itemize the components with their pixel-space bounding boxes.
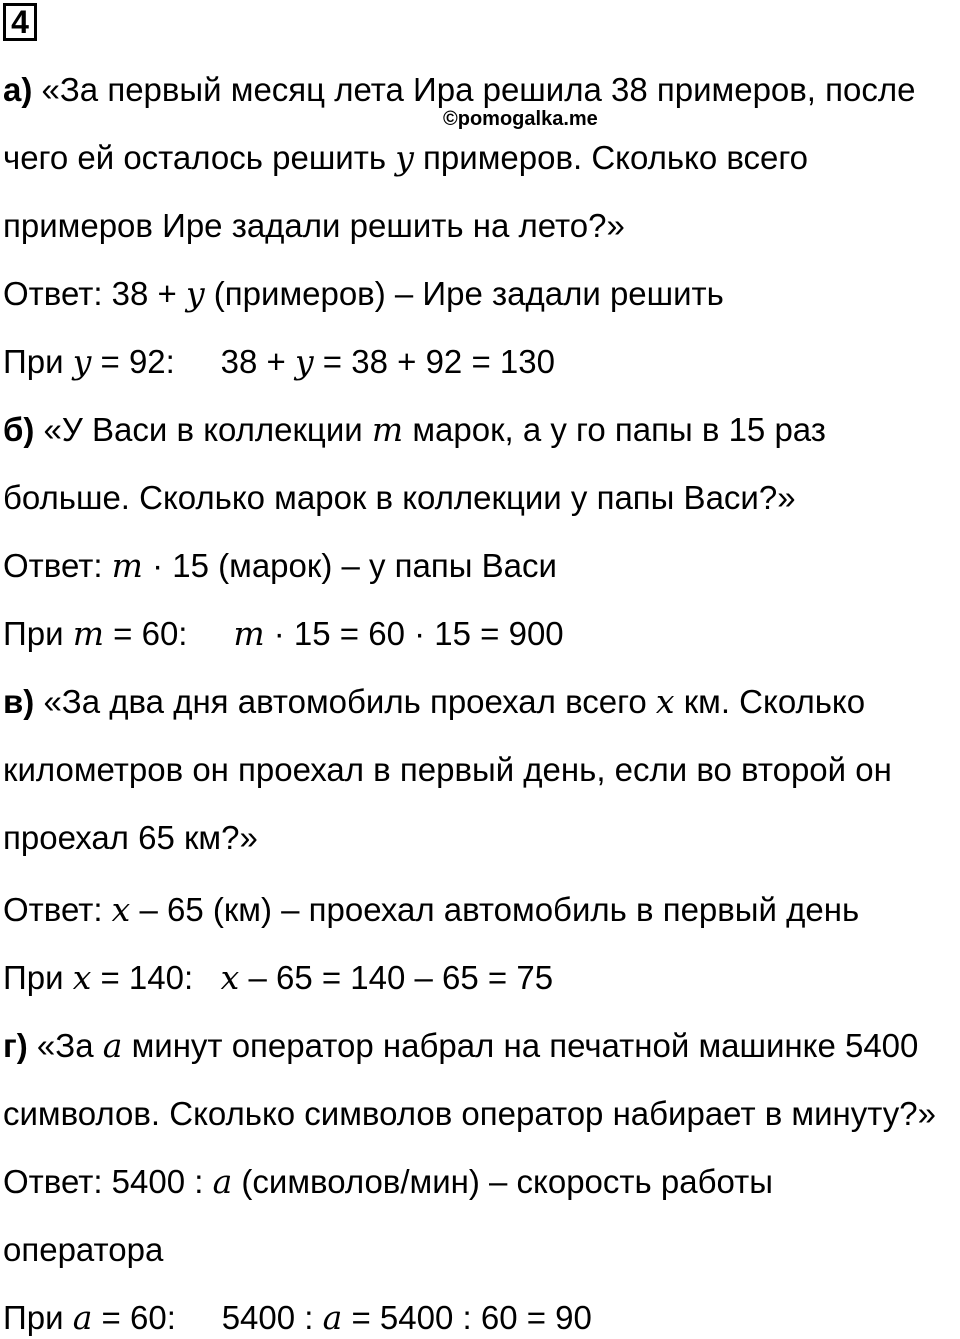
variable: m: [233, 614, 265, 653]
text-fragment: = 5400 : 60 = 90: [342, 1299, 592, 1336]
text-fragment: = 60: 5400 :: [92, 1299, 323, 1336]
part-a-answer: [3, 274, 724, 314]
part-a-line-1: [3, 70, 915, 110]
text-fragment: км. Сколько: [674, 683, 866, 720]
text-fragment: «За первый месяц лета Ира решила 38 примеров, после: [41, 71, 916, 108]
text-fragment: Ответ: 38 +: [3, 275, 186, 312]
text-fragment: При: [3, 343, 73, 380]
part-a-line-2: [3, 138, 808, 178]
part-a-line-3: примеров Ире задали решить на лето?»: [3, 207, 625, 244]
text-fragment: «За два дня автомобиль проехал всего: [43, 683, 656, 720]
text-fragment: = 140:: [91, 959, 221, 996]
text-fragment: минут оператор набрал на печатной машинке 5400: [122, 1027, 919, 1064]
variable: x: [72, 958, 92, 997]
variable: m: [371, 410, 404, 449]
part-a-calc: [3, 342, 555, 382]
part-b-answer: [3, 546, 557, 586]
part-v-calc: [3, 958, 553, 998]
variable: m: [111, 546, 143, 585]
variable: a: [72, 1298, 93, 1337]
variable: y: [395, 138, 414, 177]
variable: a: [212, 1162, 233, 1201]
text-fragment: · 15 (марок) – у папы Васи: [142, 547, 557, 584]
variable: x: [220, 958, 240, 997]
part-b-calc: [3, 614, 564, 654]
part-v-line-3: проехал 65 км?»: [3, 819, 258, 856]
variable: y: [72, 342, 92, 381]
watermark: ©pomogalka.me: [443, 108, 598, 130]
part-v-line-1: [3, 682, 865, 722]
variable: m: [72, 614, 104, 653]
text-fragment: «У Васи в коллекции: [43, 411, 372, 448]
part-a-label: а): [3, 71, 33, 108]
text-fragment: Ответ:: [3, 891, 112, 928]
variable: y: [185, 274, 205, 313]
text-fragment: (примеров) – Ире задали решить: [204, 275, 724, 312]
variable: y: [294, 342, 314, 381]
text-fragment: Ответ:: [3, 547, 112, 584]
text-fragment: чего ей осталось решить: [3, 139, 396, 176]
part-v-answer: [3, 890, 859, 930]
part-g-calc: [3, 1298, 592, 1338]
text-fragment: = 60:: [103, 615, 234, 652]
text-fragment: = 92: 38 +: [91, 343, 295, 380]
part-g-answer-cont: оператора: [3, 1231, 164, 1268]
text-fragment: При: [3, 1299, 73, 1336]
text-fragment: (символов/мин) – скорость работы: [232, 1163, 773, 1200]
part-b-line-1: [3, 410, 826, 450]
text-fragment: При: [3, 959, 73, 996]
text-fragment: примеров. Сколько всего: [413, 139, 809, 176]
part-v-label: в): [3, 683, 35, 720]
text-fragment: – 65 = 140 – 65 = 75: [239, 959, 554, 996]
text-fragment: – 65 (км) – проехал автомобиль в первый день: [130, 891, 860, 928]
variable: x: [655, 682, 675, 721]
part-g-line-2: символов. Сколько символов оператор набирает в минуту?»: [3, 1095, 936, 1132]
text-fragment: = 38 + 92 = 130: [313, 343, 555, 380]
text-fragment: Ответ: 5400 :: [3, 1163, 213, 1200]
part-g-label: г): [3, 1027, 28, 1064]
variable: x: [111, 890, 131, 929]
variable: a: [102, 1026, 123, 1065]
part-g-answer: [3, 1162, 773, 1202]
part-b-line-2: больше. Сколько марок в коллекции у папы Васи?»: [3, 479, 796, 516]
part-g-line-1: [3, 1026, 918, 1066]
variable: a: [322, 1298, 343, 1337]
text-fragment: «За: [36, 1027, 103, 1064]
task-number: 4: [3, 3, 37, 41]
part-b-label: б): [3, 411, 35, 448]
text-fragment: При: [3, 615, 73, 652]
text-fragment: марок, а у го папы в 15 раз: [403, 411, 826, 448]
text-fragment: · 15 = 60 · 15 = 900: [264, 615, 564, 652]
part-v-line-2: километров он проехал в первый день, если во второй он: [3, 751, 892, 788]
